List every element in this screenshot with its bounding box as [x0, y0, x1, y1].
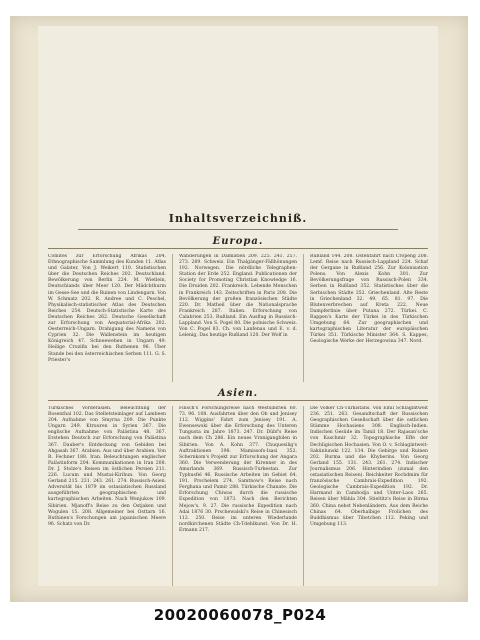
page-title: Inhaltsverzeichniß.: [168, 212, 308, 225]
section-heading-asien: Asien.: [217, 388, 259, 399]
asien-columns: [48, 406, 428, 586]
asien-column-1: Türkisches Vorderasien. Beleuchtung der Rosenthal 102. Das Stelletsteinlager auf Lambeen 204. Aufnahme von Smyrna 209. Die Punkte Ungarn 249. Ktruuren in Syrien 367. Die englische Aufnahme von Palästina 48. 367. Erstehen Deutsch zur Erforschung von Palästina 367. Dauber's Entdeckung von Gebiden bei Ahgasah 367. Arabien. Aus und über Arabien. Von R. Fechner 188. Iran. Beleuchtungen englischer Palästinform 204. Kommunikationen in Iran 208. Dr. J. Stolze's Reisen im östlichen Persien 211. 226. Lucum und Mustai-Kirihun. Von Georg Gerland 215. 231. 243. 261. 274. Russisch-Asien. Adversität bis 1879 im ostasiatischen Russland ausgeführten geographischen und kartographischen Arbeiten. Nach Wenjukow 109. Sibirien. Mjanoff's Reise zu den Ostjaken und Wogulen 15. 208. Allgemeiner bei Osttarn 16. Ruthinen's Forschungen am japanischen Meere 96. Schatz von Dr.: [48, 406, 166, 527]
column-divider: [172, 254, 173, 382]
europa-column-2: Wanderungen in Dalmatien 209. 225. 241. 257. 273. 289. Schweiz. Ein Thalgänger-Fällhönungen 192. Norwegen. Die nördliche Telegraphen-Station der Erde 252. England. Publicationen der Society for Promoting Christian Knowledge 16. Die Druiden 202. Frankreich. Lebende Menschen in Frankreich 143. Zeitschriften in Paris 208. Die Bevölkerung der großen französischen Städte 220. Dr. Matheil über die Nationalsprache Frankreich 287. Italien. Erforschung von Calabrien 253. Rußland. Ein Ausflug in Russisch-Lappland. Von S. Pogel 80. Die polnische Schweiz. Von C. Pogel 83. Ch. von Lanfenau und E. v. d. Lelenig, Das heutige Rußland 120. Der Wolf in: [179, 254, 297, 339]
page-text-area: [38, 26, 438, 586]
section-divider: [48, 400, 428, 401]
section-divider: [48, 248, 428, 249]
asien-column-3: Die Völker Ch-Türkistans. Von Emil Schlagintweit 236. 251. 263. Gesandtschaft der Russischen Geographischen Gesellschaft über die ostlichen Stämme Hochasiens 308. Englisch-Indien. Indischen Gesüde im Tamil 18. Der Rajasan'sche von Kaschmir 32. Topographische Effe der Dechligischen Hochasien. Von O. v. Schlagintweit-Sakünlunski 122. 134. Die Gebirge und Ruinen 202. Burma und die Khyberins. Von Georg Gerland 155. 131. 243. 261. 274. Indischer Journalismus 206. Hinterindien (zumal den ostasiatischen Reisen). Reichkeiter Rochdmim für französische Cambrais-Expedition 192. Geologische Cambrais-Expedition 192. Dr. Harmand in Cambodja und Unter-Laos 265. Reisen über Mähla 304. Stieltitz's Reise in Birma 360. China nebst Nebenländern. Aus dem Reiche Chinas 64. Oberhalbige Frolichen des Buddhismus über Tibetchen 112. Peking und Umgebung 113.: [310, 406, 428, 527]
section-heading-europa: Europa.: [212, 236, 264, 247]
europa-columns: [48, 254, 428, 382]
asien-column-2: Finsch's Forschungsreise nach Westsibirien 60. 73. 96. 108. Ausfahrten über den Ob und Jenisey 112. Wiggins' Fahrt zum Jenisey 191. A. Ewensewski über die Erforschung des Unteren Tungusta im Jahre 1873. 247. Dr. Dübf's Reise nach dem Ch 286. Ein neues Vranigangbilen in Sibirien. Von A. Kohn 377. Chuquesilig's Auftraktionen 398. Mamissofs-Isasi 352. Schernkom's Projekt zur Erforschung der Angara 360. Die Verwenderung der Kirenner in des Amurlands 369. Russisch-Turkestan. Zur Typhusfel 46. Russische Arbeiten im Gebiet 64. 191. Prschelem 274. Samtnow's Reise nach Ferghana und Pamir 288. Türkische Chanate. Die Erforschung Chiwas durch die russische Expedition von 1873. Nach den Berichten Mejow's. 9. 27. Die russische Expedition nach Adai 1876 30. Prschewalski's Reise in Chinesisch 112. 250. Reise im unteren Wiederlande nordkirchenen Städte Ch-Tdehlkunst. Von Dr. H. Ermann 217.: [179, 406, 297, 533]
column-divider: [172, 406, 173, 586]
europa-column-3: Rußland 144. 208. Ostenfahrt nach Cropeng 208. Lemf. Reise nach Russisch-Lappland 224. Schaf der Gergane in Rußland 256. Zur Kolonisation Polens. Von Alexis Kohn 301. Zur Bevölkerungsfrage von Russisch-Polen 334. Serben in Rußland 352. Statistisches über die Serbischen Städte 352. Griechenland. Alte Reste in Griechenland 32. 49. 65. 81. 97. Die Blutenverbrechen auf Kreta 222. Neue Dampferlinie über Putana 272. Türkei. C. Rappen's Karte der Türkei in des Türkischen Umgebung 64. Zur geographischen und kartographischen Literatur der europäischen Türkei 351. Türkische Minister 364. S. Kappes, Geologische Werke der Herzegowina 347. Nord.: [310, 254, 428, 345]
column-divider: [303, 254, 304, 382]
title-divider: [78, 229, 398, 230]
scan-id-caption: 20020060078_P024: [153, 606, 327, 624]
column-divider: [303, 406, 304, 586]
book-page: [10, 16, 468, 602]
europa-column-1: Comités zur Erforschung Afrikas 204. Ethnographische Sammlung des Kunden 11. Atlas und Galater, Von J. Weikert 110. Statistischen über die Deutschen Reiches 202. Deutschland. Bewölkerung von Berlin 224. M. Wietlein, Deutschlands über Meer 120. Der Mädchthurm im Gesse-See und die Ruinen von Lindengarn. Von W. Schmatz 202. R. Andree und C. Peschel, Physikalisch-statistischer Atlas des Deutschen Reiches 254. Deutsch-Statistische Karte des Deutschen Reiches 262. Deutsche Gesellschaft zur Erforschung von Aequatorial-Afrika 202. Oesterreich-Ungarn. Drahigung des Namens von Cyprien 32. Die Wallenstein im heutigen Königreich 47. Schneewehen in Ungarn 49. Heilige Cruzifix bei den Ruthenen 96. Über Stande bei den österreichischen Serben 111. G. S. Priester's: [48, 254, 166, 363]
